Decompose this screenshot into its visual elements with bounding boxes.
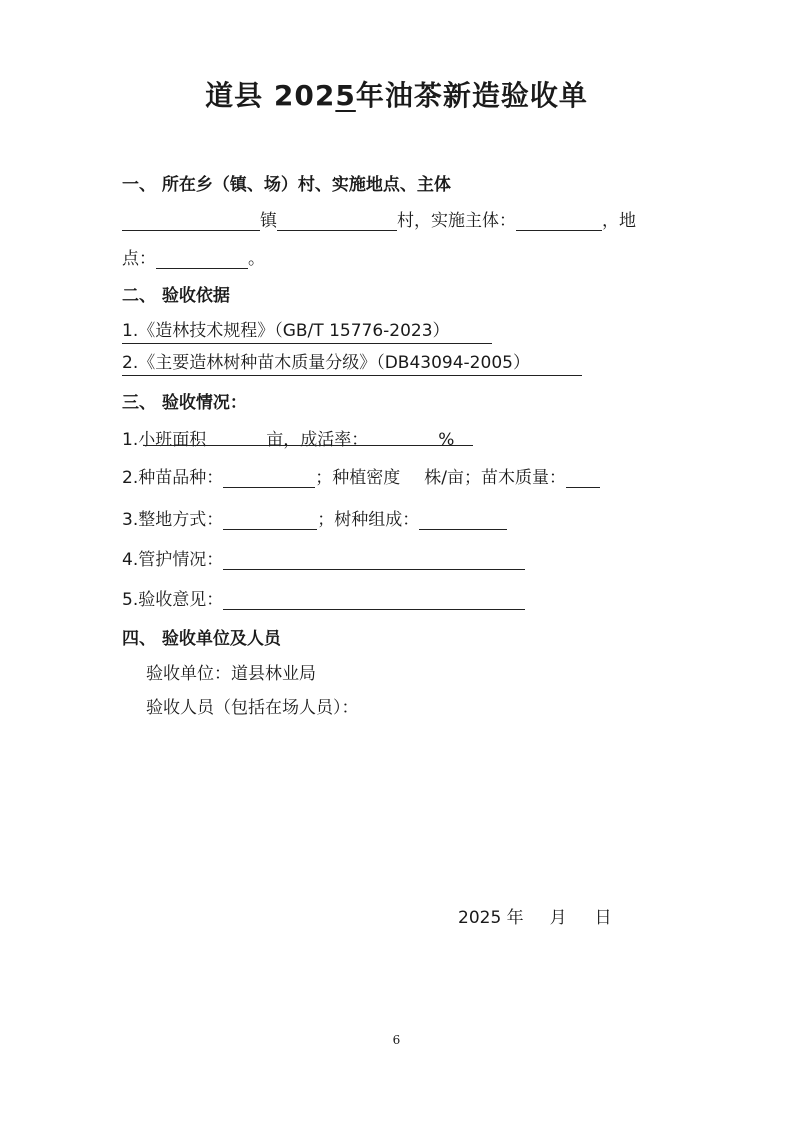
section-2-heading: 二、 验收依据 (122, 286, 230, 306)
opinion-blank[interactable] (223, 591, 525, 610)
site-prep-label: 3.整地方式： (122, 510, 224, 530)
seedling-quality-label: 株/亩；苗木质量： (424, 468, 566, 488)
seedling-variety-blank[interactable] (223, 469, 315, 488)
date-year: 2025 年 (458, 908, 524, 928)
title-suffix: 年油茶新造验收单 (355, 79, 588, 112)
place-comma: ，地 (602, 211, 636, 231)
site-prep-line (122, 505, 507, 530)
village-label: 村，实施主体： (397, 211, 516, 231)
opinion-line (122, 585, 525, 610)
place-end: 。 (248, 249, 265, 269)
species-composition-blank[interactable] (419, 511, 507, 530)
date-month: 月 (549, 908, 567, 928)
seedling-variety-label: 2.种苗品种： (122, 468, 224, 488)
species-composition-label: ；树种组成： (317, 510, 420, 530)
seedling-line (122, 463, 600, 488)
implementer-blank[interactable] (516, 212, 602, 231)
page-title (0, 74, 793, 114)
date-line (458, 903, 612, 928)
town-blank[interactable] (122, 212, 260, 231)
section-3-heading: 三、 验收情况： (122, 393, 247, 413)
title-prefix: 道县 202 (205, 79, 336, 112)
management-blank[interactable] (223, 551, 525, 570)
opinion-label: 5.验收意见： (122, 590, 224, 610)
location-line (122, 206, 636, 231)
site-prep-blank[interactable] (223, 511, 317, 530)
section-4-heading: 四、 验收单位及人员 (122, 629, 281, 649)
percent-sign: % (438, 430, 455, 450)
place-blank[interactable] (156, 250, 248, 269)
town-label: 镇 (260, 211, 277, 231)
area-label: 1.小班面积 (122, 430, 207, 450)
management-label: 4.管护情况： (122, 550, 224, 570)
place-line (122, 244, 265, 269)
management-line (122, 545, 525, 570)
area-survival-underline (143, 445, 473, 446)
basis-item-1-text: 1.《造林技术规程》（GB/T 15776-2023） (122, 316, 492, 344)
basis-item-2-text: 2.《主要造林树种苗木质量分级》（DB43094-2005） (122, 348, 582, 376)
survival-blank[interactable] (368, 432, 438, 450)
village-blank[interactable] (277, 212, 397, 231)
page-number: 6 (392, 1033, 401, 1047)
area-blank[interactable] (206, 432, 266, 450)
date-day: 日 (594, 908, 612, 928)
basis-item-2 (122, 348, 582, 376)
title-underlined-digit: 5 (335, 79, 356, 112)
place-label: 点： (122, 249, 156, 269)
density-label: ；种植密度 (315, 468, 401, 488)
seedling-quality-blank[interactable] (566, 469, 600, 488)
density-blank[interactable] (400, 470, 424, 488)
inspection-unit: 验收单位：道县林业局 (146, 664, 316, 684)
section-1-heading: 一、 所在乡（镇、场）村、实施地点、主体 (122, 175, 451, 195)
inspection-staff: 验收人员（包括在场人员）： (146, 698, 359, 718)
area-survival-line (122, 425, 454, 450)
survival-label: 亩，成活率： (266, 430, 369, 450)
basis-item-1 (122, 316, 492, 344)
